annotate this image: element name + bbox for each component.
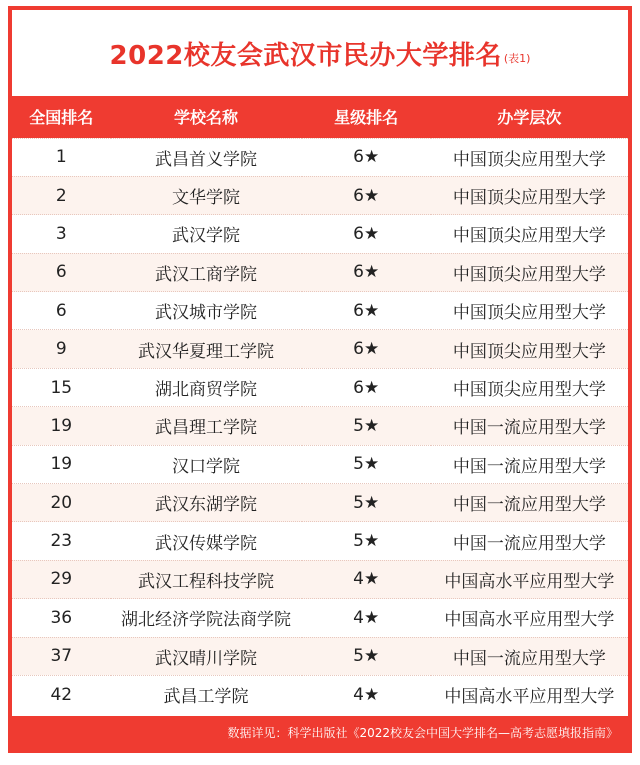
- table-row: [12, 330, 628, 368]
- cell-national-rank: 6: [12, 292, 111, 330]
- table-row: [12, 675, 628, 713]
- cell-national-rank: 42: [12, 675, 111, 713]
- cell-national-rank: 2: [12, 176, 111, 214]
- cell-star-rank: 6★: [302, 368, 431, 406]
- cell-school-name: 汉口学院: [111, 445, 302, 483]
- cell-national-rank: 6: [12, 253, 111, 291]
- cell-school-level: 中国顶尖应用型大学: [431, 176, 628, 214]
- table-row: [12, 522, 628, 560]
- cell-school-level: 中国顶尖应用型大学: [431, 215, 628, 253]
- table-row: [12, 176, 628, 214]
- table-row: [12, 253, 628, 291]
- cell-school-name: 武汉学院: [111, 215, 302, 253]
- table-row: [12, 368, 628, 406]
- cell-star-rank: 5★: [302, 522, 431, 560]
- cell-national-rank: 19: [12, 445, 111, 483]
- ranking-card: [8, 6, 632, 753]
- table-row: [12, 484, 628, 522]
- cell-school-level: 中国一流应用型大学: [431, 484, 628, 522]
- cell-star-rank: 4★: [302, 675, 431, 713]
- cell-star-rank: 6★: [302, 292, 431, 330]
- cell-national-rank: 20: [12, 484, 111, 522]
- cell-national-rank: 29: [12, 560, 111, 598]
- header-star-rank: 星级排名: [334, 108, 399, 128]
- cell-school-level: 中国高水平应用型大学: [431, 599, 628, 637]
- cell-star-rank: 6★: [302, 330, 431, 368]
- cell-school-level: 中国一流应用型大学: [431, 522, 628, 560]
- table-row: [12, 292, 628, 330]
- cell-star-rank: 4★: [302, 599, 431, 637]
- cell-school-name: 武汉工商学院: [111, 253, 302, 291]
- cell-school-name: 湖北商贸学院: [111, 368, 302, 406]
- cell-star-rank: 6★: [302, 215, 431, 253]
- table-row: [12, 599, 628, 637]
- header-row: [12, 96, 628, 138]
- table-row: [12, 407, 628, 445]
- cell-school-name: 武汉华夏理工学院: [111, 330, 302, 368]
- table-row: [12, 445, 628, 483]
- cell-school-name: 武汉城市学院: [111, 292, 302, 330]
- title-area: [12, 10, 628, 96]
- cell-school-level: 中国顶尖应用型大学: [431, 330, 628, 368]
- cell-national-rank: 15: [12, 368, 111, 406]
- table-row: [12, 138, 628, 176]
- cell-national-rank: 36: [12, 599, 111, 637]
- cell-school-name: 武昌工学院: [111, 675, 302, 713]
- cell-school-name: 武汉传媒学院: [111, 522, 302, 560]
- cell-school-name: 武汉晴川学院: [111, 637, 302, 675]
- cell-national-rank: 19: [12, 407, 111, 445]
- cell-school-level: 中国一流应用型大学: [431, 445, 628, 483]
- cell-school-level: 中国高水平应用型大学: [431, 560, 628, 598]
- cell-school-name: 湖北经济学院法商学院: [111, 599, 302, 637]
- cell-school-name: 武汉工程科技学院: [111, 560, 302, 598]
- cell-school-level: 中国顶尖应用型大学: [431, 368, 628, 406]
- source-footer: 数据详见：科学出版社《2022校友会中国大学排名—高考志愿填报指南》: [12, 716, 628, 749]
- table-row: [12, 215, 628, 253]
- cell-school-level: 中国顶尖应用型大学: [431, 292, 628, 330]
- page-title: 2022校友会武汉市民办大学排名: [109, 40, 502, 71]
- cell-school-level: 中国高水平应用型大学: [431, 675, 628, 713]
- header-school-level: 办学层次: [497, 108, 562, 128]
- cell-school-level: 中国一流应用型大学: [431, 407, 628, 445]
- cell-school-name: 武汉东湖学院: [111, 484, 302, 522]
- cell-national-rank: 23: [12, 522, 111, 560]
- cell-star-rank: 5★: [302, 637, 431, 675]
- table-header: [12, 96, 628, 138]
- ranking-table: [12, 96, 628, 714]
- cell-national-rank: 37: [12, 637, 111, 675]
- cell-school-name: 武昌首义学院: [111, 138, 302, 176]
- cell-school-level: 中国顶尖应用型大学: [431, 138, 628, 176]
- table-number: (表1): [503, 52, 531, 65]
- table-row: [12, 637, 628, 675]
- cell-school-name: 文华学院: [111, 176, 302, 214]
- cell-national-rank: 3: [12, 215, 111, 253]
- cell-national-rank: 9: [12, 330, 111, 368]
- cell-national-rank: 1: [12, 138, 111, 176]
- cell-school-level: 中国一流应用型大学: [431, 637, 628, 675]
- cell-star-rank: 6★: [302, 138, 431, 176]
- cell-star-rank: 6★: [302, 253, 431, 291]
- cell-star-rank: 5★: [302, 407, 431, 445]
- cell-star-rank: 6★: [302, 176, 431, 214]
- header-national-rank: 全国排名: [29, 108, 94, 128]
- cell-star-rank: 5★: [302, 484, 431, 522]
- cell-star-rank: 5★: [302, 445, 431, 483]
- cell-star-rank: 4★: [302, 560, 431, 598]
- table-body: [12, 138, 628, 714]
- cell-school-level: 中国顶尖应用型大学: [431, 253, 628, 291]
- table-row: [12, 560, 628, 598]
- cell-school-name: 武昌理工学院: [111, 407, 302, 445]
- header-school-name: 学校名称: [174, 108, 239, 128]
